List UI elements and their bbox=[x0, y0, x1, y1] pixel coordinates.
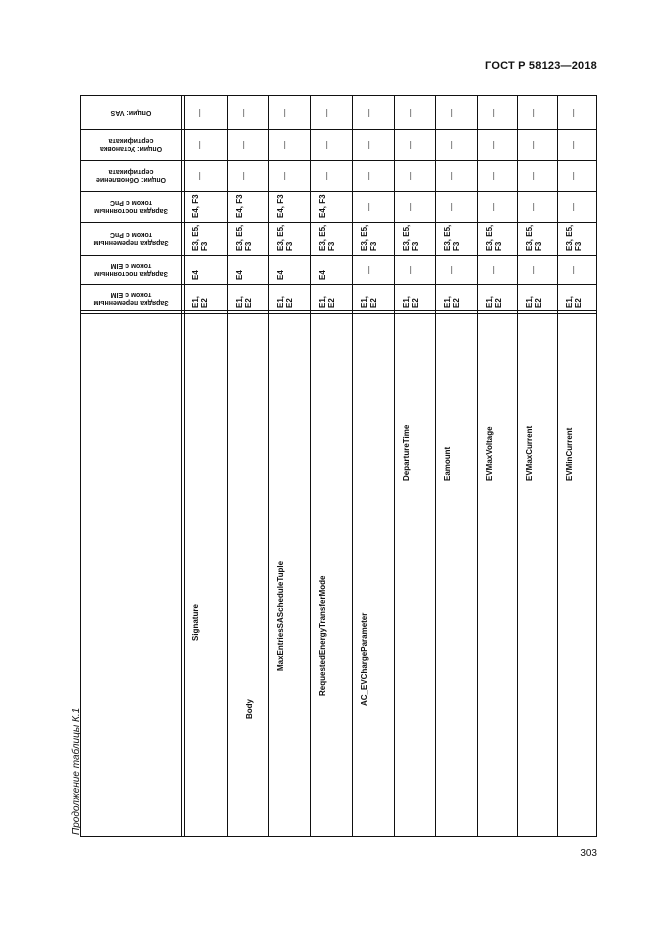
table-cell: — bbox=[406, 265, 415, 274]
table-cell: — bbox=[489, 140, 498, 149]
table-cell: — bbox=[364, 108, 373, 117]
table-cell: — bbox=[280, 140, 289, 149]
parameter-name: AC_EVChargeParameter bbox=[360, 612, 369, 706]
table-cell: — bbox=[529, 140, 538, 149]
table-cell: E3, E5, F3 bbox=[402, 224, 420, 251]
table-cell: E4 bbox=[235, 270, 244, 280]
table-cell: — bbox=[195, 171, 204, 180]
column-divider bbox=[517, 96, 518, 836]
table-caption: Продолжение таблицы К.1 bbox=[71, 707, 82, 835]
table-cell: E3, E5, F3 bbox=[485, 224, 503, 251]
column-header-text: Зарядка постоянным током с PnC bbox=[94, 199, 168, 215]
table-cell: — bbox=[195, 108, 204, 117]
table-cell: — bbox=[364, 202, 373, 211]
standard-header: ГОСТ Р 58123—2018 bbox=[485, 60, 597, 72]
table-cell: — bbox=[489, 265, 498, 274]
table-cell: — bbox=[364, 140, 373, 149]
table-cell: E1, E2 bbox=[565, 295, 583, 308]
table-cell: E1, E2 bbox=[318, 295, 336, 308]
table-cell: E3, E5, F3 bbox=[191, 224, 209, 251]
column-divider bbox=[394, 96, 395, 836]
table-cell: — bbox=[364, 171, 373, 180]
parameter-name: MaxEntriesSAScheduleTuple bbox=[276, 560, 285, 671]
table-cell: — bbox=[406, 140, 415, 149]
parameter-name: Signature bbox=[191, 604, 200, 641]
table-cell: — bbox=[239, 171, 248, 180]
column-header-text: Опции: Установка сертификата bbox=[99, 137, 163, 153]
column-header bbox=[85, 287, 177, 309]
table-cell: — bbox=[569, 140, 578, 149]
parameter-name: EVMaxCurrent bbox=[525, 425, 534, 481]
table-cell: E3, E5, F3 bbox=[318, 224, 336, 251]
table-cell: — bbox=[447, 171, 456, 180]
column-header bbox=[85, 225, 177, 252]
column-header bbox=[85, 163, 177, 188]
row-divider bbox=[81, 310, 596, 314]
column-header bbox=[85, 99, 177, 126]
column-divider bbox=[310, 96, 311, 836]
table-cell: E3, E5, F3 bbox=[443, 224, 461, 251]
column-divider bbox=[181, 96, 185, 836]
column-header-text: Зарядка переменным током с EIM bbox=[93, 291, 169, 306]
table-cell: — bbox=[322, 140, 331, 149]
column-divider bbox=[227, 96, 228, 836]
row-divider bbox=[81, 255, 596, 256]
table-cell: — bbox=[239, 140, 248, 149]
table-cell: — bbox=[239, 108, 248, 117]
table-cell: — bbox=[280, 171, 289, 180]
table-cell: — bbox=[447, 202, 456, 211]
table-cell: E1, E2 bbox=[191, 295, 209, 308]
table-cell: — bbox=[489, 108, 498, 117]
column-header bbox=[85, 258, 177, 281]
table-cell: — bbox=[447, 108, 456, 117]
table-cell: E1, E2 bbox=[276, 295, 294, 308]
table-cell: — bbox=[322, 108, 331, 117]
column-divider bbox=[435, 96, 436, 836]
table-cell: — bbox=[569, 108, 578, 117]
table-cell: E4 bbox=[191, 270, 200, 280]
rotated-table bbox=[80, 95, 597, 837]
table-cell: E3, E5, F3 bbox=[235, 224, 253, 251]
table-cell: — bbox=[489, 171, 498, 180]
row-divider bbox=[81, 222, 596, 223]
table-cell: E1, E2 bbox=[485, 295, 503, 308]
table-cell: — bbox=[447, 265, 456, 274]
table-cell: E1, E2 bbox=[443, 295, 461, 308]
table-cell: E1, E2 bbox=[402, 295, 420, 308]
parameter-name: Body bbox=[245, 699, 254, 719]
column-header bbox=[85, 132, 177, 157]
table-cell: — bbox=[569, 171, 578, 180]
column-header bbox=[85, 194, 177, 219]
table-cell: — bbox=[529, 108, 538, 117]
column-divider bbox=[268, 96, 269, 836]
row-divider bbox=[81, 160, 596, 161]
table-cell: — bbox=[195, 140, 204, 149]
row-divider bbox=[81, 191, 596, 192]
table-cell: — bbox=[322, 171, 331, 180]
table-cell: — bbox=[529, 202, 538, 211]
parameter-name: Eamount bbox=[443, 446, 452, 481]
table-cell: — bbox=[569, 265, 578, 274]
column-divider bbox=[557, 96, 558, 836]
parameter-name: RequestedEnergyTransferMode bbox=[318, 575, 327, 696]
table-cell: — bbox=[447, 140, 456, 149]
column-divider bbox=[477, 96, 478, 836]
table-cell: E4 bbox=[276, 270, 285, 280]
table-cell: E4, F3 bbox=[191, 194, 200, 218]
page-number: 303 bbox=[580, 848, 597, 859]
table-cell: — bbox=[569, 202, 578, 211]
table-cell: E3, E5, F3 bbox=[525, 224, 543, 251]
table-cell: — bbox=[529, 171, 538, 180]
table-cell: — bbox=[406, 171, 415, 180]
table-cell: E1, E2 bbox=[360, 295, 378, 308]
parameter-name: EVMinCurrent bbox=[565, 427, 574, 481]
column-header-text: Опции: VAS bbox=[110, 109, 152, 117]
table-cell: E4, F3 bbox=[276, 194, 285, 218]
table-cell: E1, E2 bbox=[235, 295, 253, 308]
row-divider bbox=[81, 129, 596, 130]
parameter-name: EVMaxVoltage bbox=[485, 426, 494, 481]
table-cell: E3, E5, F3 bbox=[565, 224, 583, 251]
table-cell: E4, F3 bbox=[318, 194, 327, 218]
table-cell: E4, F3 bbox=[235, 194, 244, 218]
table-cell: E4 bbox=[318, 270, 327, 280]
row-divider bbox=[81, 284, 596, 285]
column-divider bbox=[352, 96, 353, 836]
table-cell: E3, E5, F3 bbox=[276, 224, 294, 251]
column-header-text: Зарядка постоянным током с EIM bbox=[94, 262, 168, 278]
parameter-name: DepartureTime bbox=[402, 424, 411, 481]
table-cell: — bbox=[489, 202, 498, 211]
table-cell: E1, E2 bbox=[525, 295, 543, 308]
table-cell: — bbox=[406, 108, 415, 117]
table-cell: — bbox=[406, 202, 415, 211]
column-header-text: Зарядка переменным током с PnC bbox=[93, 231, 169, 247]
table-cell: — bbox=[529, 265, 538, 274]
column-header-text: Опции: Обновление сертификата bbox=[96, 168, 167, 184]
table-cell: — bbox=[364, 265, 373, 274]
table-cell: E3, E5, F3 bbox=[360, 224, 378, 251]
table-cell: — bbox=[280, 108, 289, 117]
